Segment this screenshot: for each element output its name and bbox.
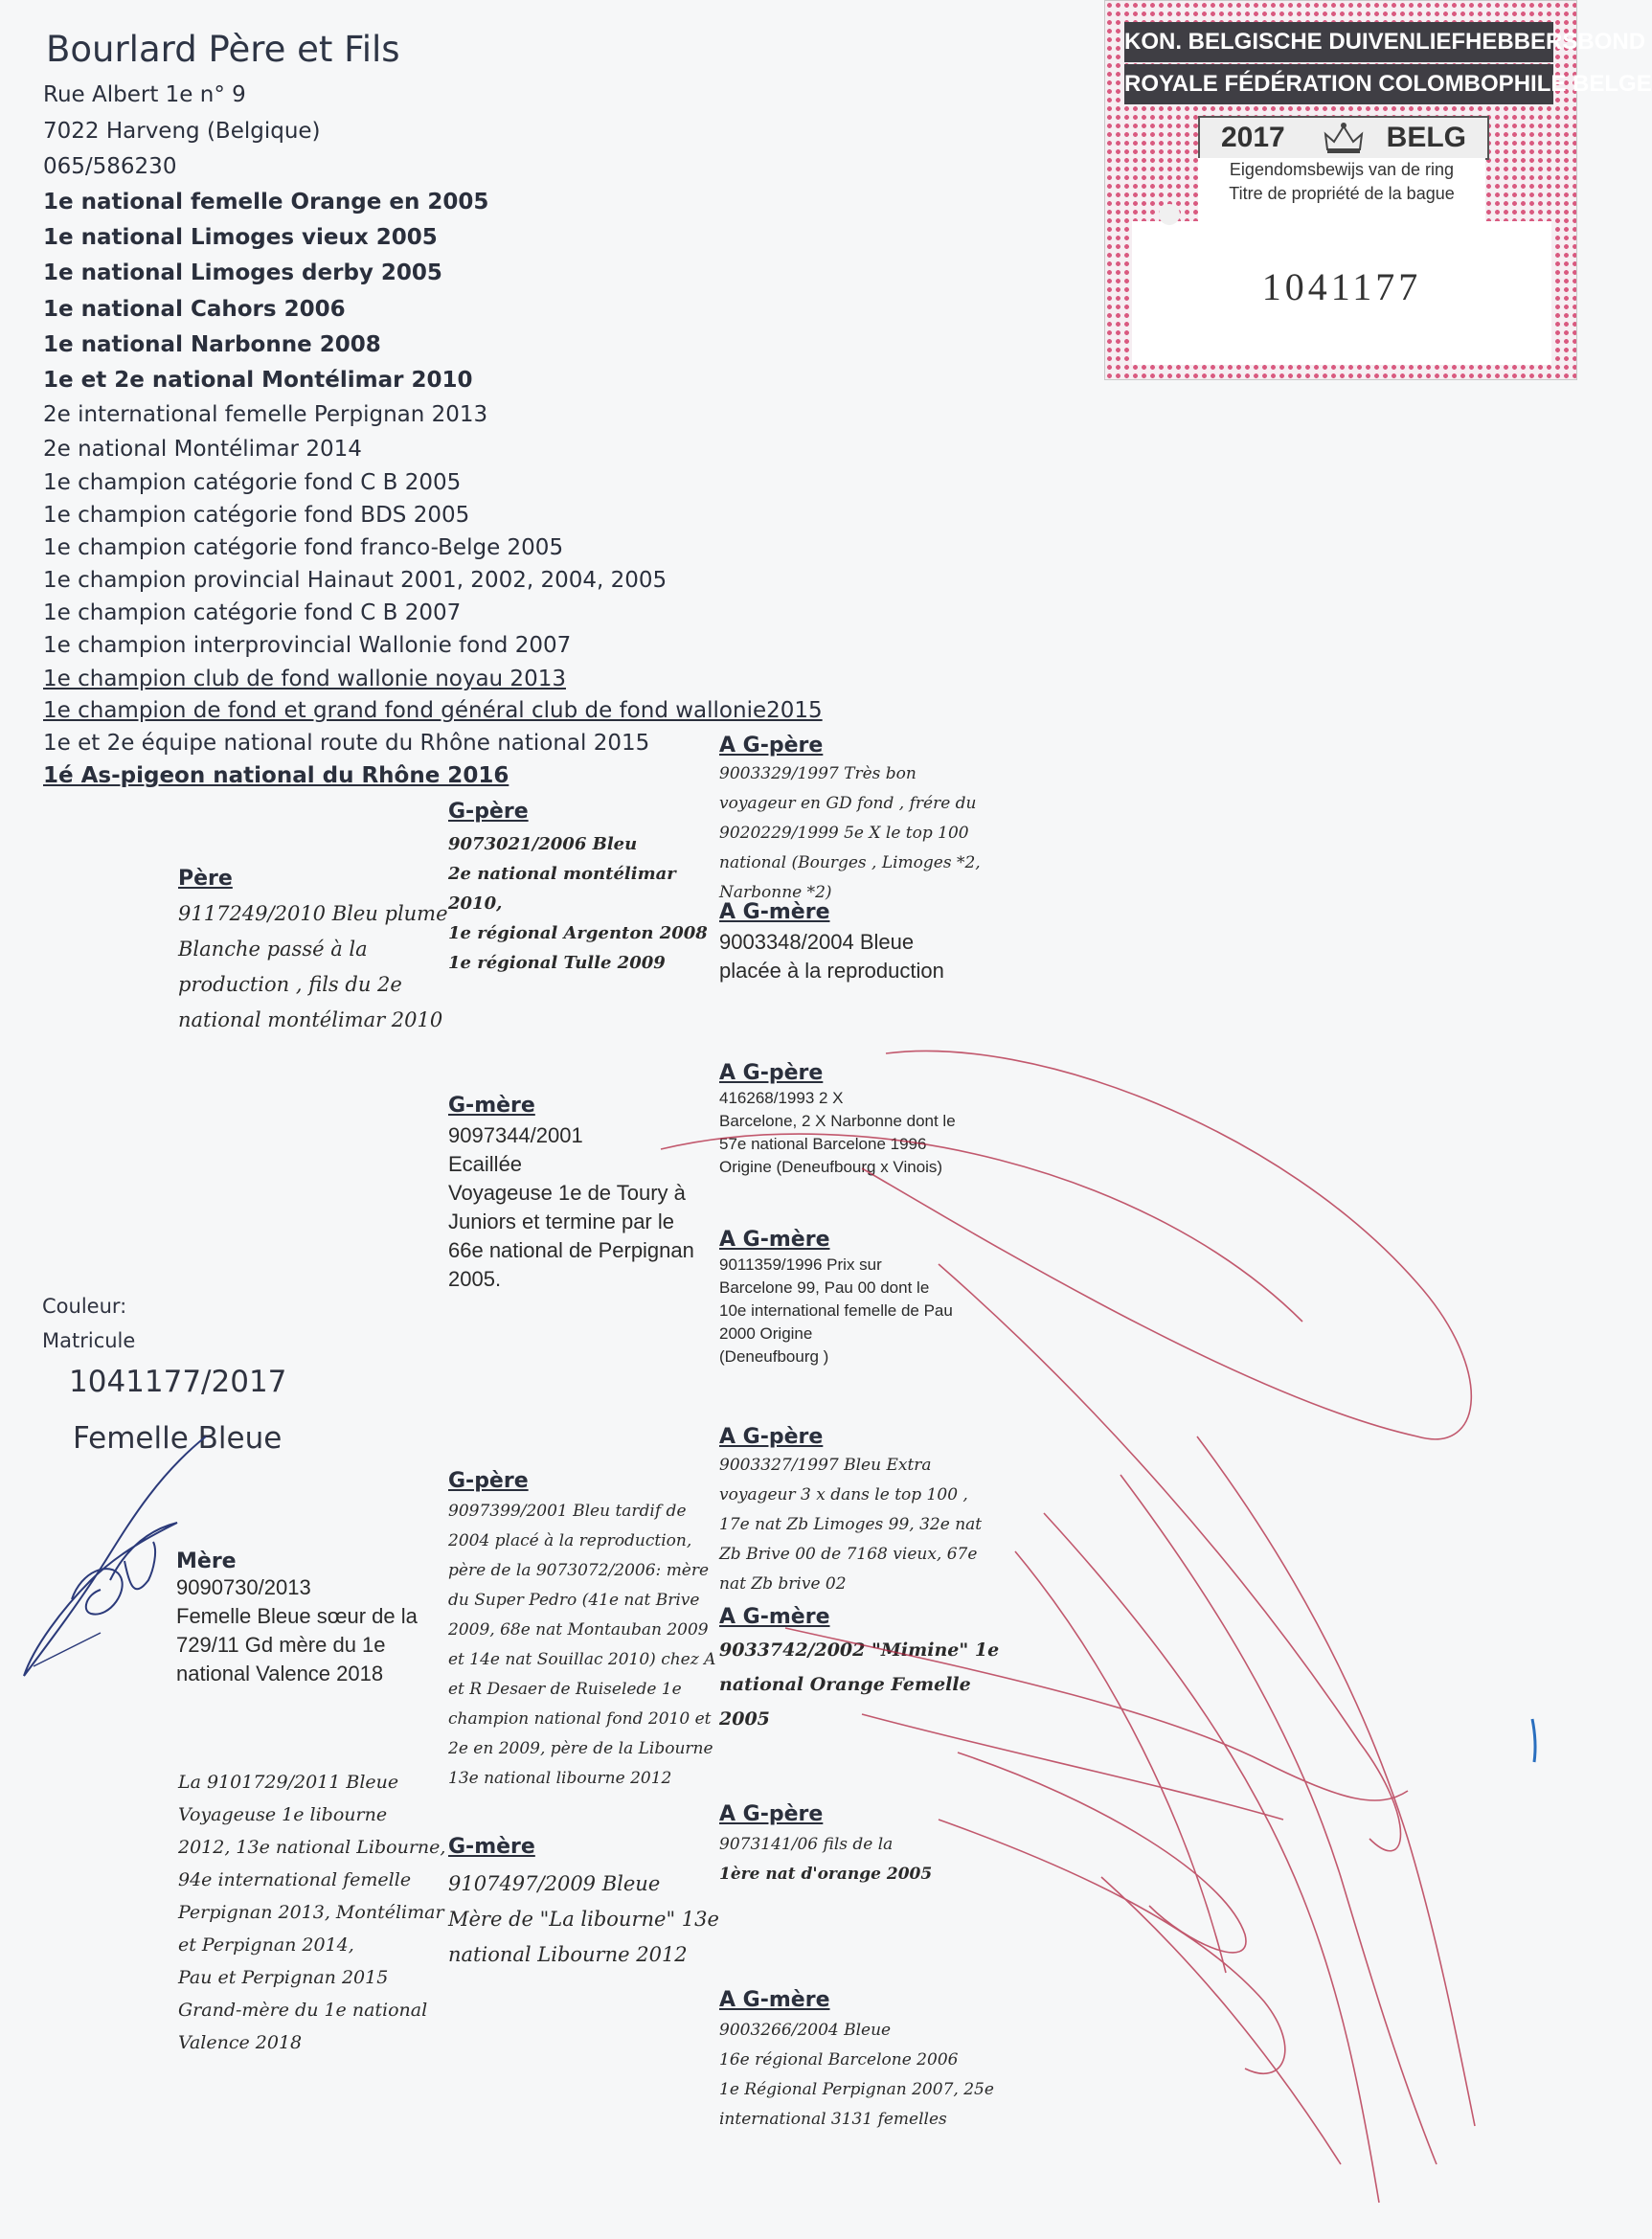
ring-year: 2017 [1221,122,1285,153]
great-grandmother-block [719,1605,1007,1736]
mother-line: Femelle Bleue sœur de la [176,1604,418,1628]
great-grandmother-block [719,1988,1007,2135]
grandfather-line: du Super Pedro (41e nat Brive [448,1591,700,1610]
sister-line: 2012, 13e national Libourne, [178,1837,446,1858]
grandmother-title: G-mère [448,1835,535,1859]
great-grandfather-title: A G-père [719,734,824,758]
father-line: production , fils du 2e [178,973,402,996]
father-line: national montélimar 2010 [178,1008,443,1031]
sister-line: La 9101729/2011 Bleue [178,1772,399,1793]
great-grandfather-line: 416268/1993 2 X [719,1089,844,1107]
grandmother-line: Ecaillée [448,1152,523,1176]
grandfather-line: 1e régional Argenton 2008 [448,923,708,943]
grandmother-line: 66e national de Perpignan [448,1238,694,1262]
great-grandfather-block [719,734,1007,902]
great-grandmother-line: 9033742/2002 "Mimine" 1e [719,1640,1000,1661]
federation-name-nl: KON. BELGISCHE DUIVENLIEFHEBBERSBOND [1124,22,1553,62]
ring-year-box [1198,116,1489,160]
great-grandfather-title: A G-père [719,1802,824,1826]
great-grandmother-block [719,1228,1007,1368]
achievement-item: 1e champion club de fond wallonie noyau 2013 [43,667,566,691]
achievement-item: 1e champion catégorie fond BDS 2005 [43,503,470,528]
great-grandmother-line: Barcelone 99, Pau 00 dont le [719,1278,930,1297]
great-grandfather-line: national (Bourges , Limoges *2, [719,853,981,872]
great-grandfather-line: 9003329/1997 Très bon [719,764,917,783]
great-grandfather-line: Zb Brive 00 de 7168 vieux, 67e [719,1545,978,1564]
grandfather-block [448,800,716,978]
grandmother-line: national Libourne 2012 [448,1943,688,1966]
matricule-value: 1041177/2017 [69,1365,287,1399]
father-block [178,867,465,1038]
sister-note [178,1766,465,2059]
sister-line: 94e international femelle [178,1869,412,1890]
achievement-item: 1e national Narbonne 2008 [43,332,381,357]
achievement-item: 2e international femelle Perpignan 2013 [43,402,488,427]
great-grandmother-line: 2005 [719,1708,770,1730]
signature-scribble [14,1417,235,1685]
great-grandfather-line: Narbonne *2) [719,883,832,902]
grandfather-line: 2e national montélimar 2010, [448,864,676,914]
mother-line: 9090730/2013 [176,1575,311,1599]
grandfather-line: 9073021/2006 Bleu [448,834,638,854]
ring-number: 1041177 [1261,265,1422,308]
grandfather-line: 9097399/2001 Bleu tardif de [448,1502,687,1521]
great-grandfather-line: 1ère nat d'orange 2005 [719,1865,933,1884]
grandfather-title: G-père [448,1469,529,1493]
sister-line: Valence 2018 [178,2032,303,2053]
mother-title: Mère [176,1549,237,1573]
father-line: Blanche passé à la [178,938,368,961]
great-grandfather-line: 57e national Barcelone 1996 [719,1135,927,1153]
great-grandmother-line: placée à la reproduction [719,959,944,983]
grandmother-line: 9097344/2001 [448,1123,583,1147]
achievement-item: 1e national Limoges derby 2005 [43,260,442,285]
grandmother-block [448,1835,726,1973]
grandmother-line: Voyageuse 1e de Toury à [448,1181,686,1205]
federation-name-fr: ROYALE FÉDÉRATION COLOMBOPHILE BELGE [1124,64,1553,104]
grandmother-line: Mère de "La libourne" 13e [448,1908,719,1931]
achievement-item: 2e national Montélimar 2014 [43,437,362,462]
great-grandmother-line: (Deneufbourg ) [719,1347,829,1366]
grandfather-line: 2e en 2009, père de la Libourne [448,1739,713,1758]
grandmother-line: Juniors et termine par le [448,1210,674,1233]
great-grandfather-block [719,1061,1007,1179]
grandfather-line: 2004 placé à la reproduction, [448,1531,692,1550]
great-grandfather-line: 9003327/1997 Bleu Extra [719,1456,932,1475]
ring-subtitle [1198,158,1485,214]
achievement-item: 1e national femelle Orange en 2005 [43,190,489,215]
great-grandmother-line: 1e Régional Perpignan 2007, 25e [719,2080,994,2099]
great-grandmother-line: national Orange Femelle [719,1674,971,1695]
great-grandmother-line: 10e international femelle de Pau [719,1301,953,1320]
grandfather-line: et R Desaer de Ruiselede 1e [448,1680,682,1699]
grandmother-block [448,1094,726,1294]
grandmother-title: G-mère [448,1094,535,1118]
father-title: Père [178,867,233,891]
father-line: 9117249/2010 Bleu plume [178,902,448,925]
ring-certificate [1104,0,1652,380]
achievement-item: 1e champion catégorie fond C B 2005 [43,470,462,495]
great-grandfather-title: A G-père [719,1061,824,1085]
achievement-item: 1e champion provincial Hainaut 2001, 2002, 2004, 2005 [43,568,668,593]
ticket-divider [1198,214,1485,221]
crown-icon [1323,121,1365,155]
great-grandmother-title: A G-mère [719,1988,830,2012]
achievement-item: 1e champion catégorie fond C B 2007 [43,600,462,625]
grandfather-line: champion national fond 2010 et [448,1709,712,1729]
great-grandmother-block [719,900,1007,985]
bird-description: Femelle Bleue [73,1421,283,1456]
achievement-item: 1e national Cahors 2006 [43,297,346,322]
address-line: Rue Albert 1e n° 9 [43,82,246,107]
achievement-item: 1e et 2e national Montélimar 2010 [43,368,473,393]
grandfather-line: 2009, 68e nat Montauban 2009 [448,1620,709,1640]
punch-hole [1159,204,1180,225]
matricule-label: Matricule [42,1329,136,1352]
mother-line: national Valence 2018 [176,1662,384,1685]
mother-line: 729/11 Gd mère du 1e [176,1633,386,1657]
achievement-item: 1e national Limoges vieux 2005 [43,225,438,250]
great-grandfather-title: A G-père [719,1425,824,1449]
great-grandmother-line: 9011359/1996 Prix sur [719,1255,882,1274]
ring-number-box [1132,221,1551,365]
grandfather-line: père de la 9073072/2006: mère [448,1561,710,1580]
sister-line: Perpignan 2013, Montélimar [178,1902,444,1923]
achievement-item: 1e champion interprovincial Wallonie fond 2007 [43,633,572,658]
sister-line: Pau et Perpignan 2015 [178,1967,389,1988]
breeder-name: Bourlard Père et Fils [46,29,400,70]
grandmother-line: 2005. [448,1267,502,1291]
great-grandfather-line: 17e nat Zb Limoges 99, 32e nat [719,1515,983,1534]
sister-line: Grand-mère du 1e national [178,2000,428,2021]
great-grandfather-line: 9073141/06 fils de la [719,1835,894,1854]
grandfather-title: G-père [448,800,529,824]
ring-subtitle-nl: Eigendomsbewijs van de ring [1229,160,1455,179]
phone-line: 065/586230 [43,154,177,179]
great-grandfather-line: Barcelone, 2 X Narbonne dont le [719,1112,956,1130]
grandfather-line: 1e régional Tulle 2009 [448,953,666,973]
grandfather-line: et 14e nat Souillac 2010) chez A [448,1650,716,1669]
great-grandfather-block [719,1425,1007,1599]
achievement-item: 1é As-pigeon national du Rhône 2016 [43,763,509,788]
great-grandmother-line: 9003266/2004 Bleue [719,2021,892,2040]
great-grandfather-line: Origine (Deneufbourg x Vinois) [719,1158,943,1176]
great-grandfather-line: 9020229/1999 5e X le top 100 [719,824,969,843]
great-grandmother-line: international 3131 femelles [719,2110,947,2129]
achievement-item: 1e champion catégorie fond franco-Belge 2005 [43,535,564,560]
great-grandmother-line: 2000 Origine [719,1324,813,1343]
ring-subtitle-fr: Titre de propriété de la bague [1229,184,1455,203]
great-grandfather-line: nat Zb brive 02 [719,1574,847,1594]
great-grandfather-line: voyageur 3 x dans le top 100 , [719,1485,968,1504]
great-grandmother-line: 16e régional Barcelone 2006 [719,2050,959,2069]
ring-country: BELG [1386,122,1466,153]
couleur-label: Couleur: [42,1295,127,1318]
achievement-item: 1e champion de fond et grand fond général club de fond wallonie2015 [43,698,823,723]
city-line: 7022 Harveng (Belgique) [43,119,321,144]
sister-line: Voyageuse 1e libourne [178,1804,388,1825]
grandmother-line: 9107497/2009 Bleue [448,1872,661,1895]
grandfather-line: 13e national libourne 2012 [448,1769,672,1788]
great-grandmother-title: A G-mère [719,1605,830,1629]
great-grandmother-line: 9003348/2004 Bleue [719,930,915,954]
great-grandmother-title: A G-mère [719,1228,830,1252]
great-grandmother-title: A G-mère [719,900,830,924]
grandfather-block [448,1469,726,1794]
achievement-item: 1e et 2e équipe national route du Rhône national 2015 [43,731,650,756]
great-grandfather-block [719,1802,1007,1889]
sister-line: et Perpignan 2014, [178,1934,354,1956]
great-grandfather-line: voyageur en GD fond , frére du [719,794,977,813]
